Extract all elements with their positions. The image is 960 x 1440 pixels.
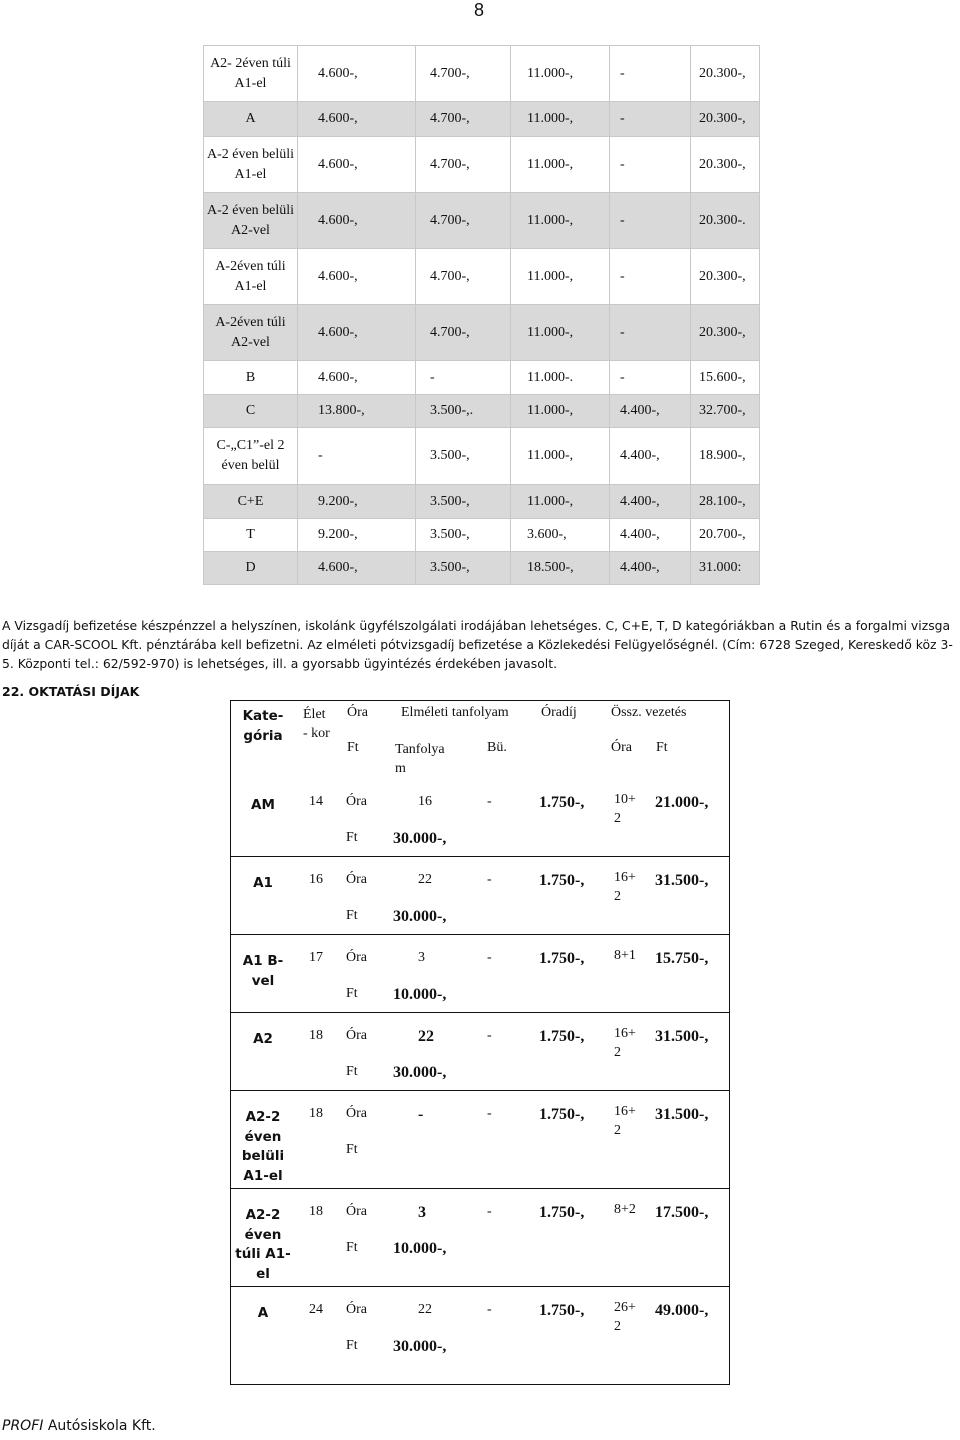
course-theory-fee: 30.000-, — [393, 908, 447, 925]
course-category: A — [257, 1305, 269, 1321]
fee-value: 9.200-, — [298, 485, 416, 519]
course-fee-table — [230, 700, 730, 1385]
fee-value: 4.600-, — [298, 249, 416, 305]
fee-row — [204, 102, 760, 137]
fee-row — [204, 361, 760, 395]
course-category: A2-2 éven túli A1-el — [235, 1207, 291, 1282]
row-divider — [231, 856, 729, 857]
fee-category: A — [204, 102, 298, 137]
fee-value: 4.700-, — [416, 193, 511, 249]
course-age: 18 — [309, 1028, 323, 1043]
fee-category: C — [204, 395, 298, 428]
course-ft-label: Ft — [346, 830, 358, 845]
course-driving-hours: 10+ 2 — [614, 792, 636, 826]
course-theory-hours: 22 — [418, 1302, 432, 1317]
course-theory-hours: 22 — [418, 872, 432, 887]
fee-value: 4.400-, — [610, 552, 691, 585]
fee-value: 20.300-. — [691, 193, 760, 249]
fee-category: C+E — [204, 485, 298, 519]
course-ft-label: Ft — [346, 986, 358, 1001]
course-driving-hours: 8+2 — [614, 1202, 636, 1217]
course-hourly-fee: 1.750-, — [539, 950, 585, 967]
course-theory-fee: 10.000-, — [393, 1240, 447, 1257]
fee-value: 20.300-, — [691, 46, 760, 102]
fee-value: 4.400-, — [610, 395, 691, 428]
fee-row — [204, 193, 760, 249]
header-ossz-ft: Ft — [656, 740, 668, 755]
footer-brand: PROFI — [2, 1418, 44, 1434]
payment-notice: A Vizsgadíj befizetése készpénzzel a helyszínen, iskolánk ügyfélszolgálati irodájában lehetséges. C, C+E, T, D kategóriákban a Rutin és a forgalmi vizsga díját a CAR-SCOOL Kft. pénztárába kell befizetni. Az elméleti pótvizsgadíj befizetése a Közlekedési Felügyelőségnél. (Cím: 6728 Szeged, Kereskedő köz 3-5. Központi tel.: 62/592-970) is lehetséges, ill. a gyorsabb ügyintézés érdekében javasolt. — [2, 618, 953, 671]
fee-value: 11.000-, — [511, 46, 610, 102]
fee-row — [204, 305, 760, 361]
row-divider — [231, 1188, 729, 1189]
course-ora-label: Óra — [346, 950, 367, 965]
header-ossz-ora: Óra — [611, 740, 632, 755]
course-category: A1 — [253, 875, 273, 891]
page-number: 8 — [474, 0, 485, 20]
course-driving-hours: 16+ 2 — [614, 870, 636, 904]
fee-value: 11.000-, — [511, 428, 610, 485]
fee-value: 20.300-, — [691, 102, 760, 137]
fee-category: C-„C1”-el 2 éven belül — [204, 428, 298, 485]
header-oradij: Óradíj — [541, 705, 577, 720]
fee-value: 11.000-, — [511, 485, 610, 519]
course-bu: - — [487, 1302, 492, 1317]
header-kategoria: Kate-gória — [242, 708, 284, 744]
fee-value: - — [610, 305, 691, 361]
fee-value: 4.600-, — [298, 102, 416, 137]
course-ft-label: Ft — [346, 1142, 358, 1157]
course-theory-hours: 16 — [418, 794, 432, 809]
course-category: A2 — [253, 1031, 273, 1047]
course-ora-label: Óra — [346, 1106, 367, 1121]
course-age: 24 — [309, 1302, 323, 1317]
fee-value: 4.700-, — [416, 102, 511, 137]
course-driving-total: 21.000-, — [655, 794, 709, 811]
fee-category: A-2éven túli A2-vel — [204, 305, 298, 361]
fee-value: 3.500-,. — [416, 395, 511, 428]
fee-value: 11.000-. — [511, 361, 610, 395]
course-hourly-fee: 1.750-, — [539, 1028, 585, 1045]
course-bu: - — [487, 1106, 492, 1121]
fee-value: 32.700-, — [691, 395, 760, 428]
header-ft: Ft — [347, 740, 359, 755]
course-ft-label: Ft — [346, 1240, 358, 1255]
fee-value: 31.000: — [691, 552, 760, 585]
fee-row — [204, 46, 760, 102]
fee-value: 11.000-, — [511, 249, 610, 305]
course-hourly-fee: 1.750-, — [539, 794, 585, 811]
fee-value: 4.700-, — [416, 305, 511, 361]
fee-category: A-2éven túli A1-el — [204, 249, 298, 305]
row-divider — [231, 1286, 729, 1287]
fee-value: 4.400-, — [610, 519, 691, 552]
fee-value: 4.700-, — [416, 46, 511, 102]
fee-value: - — [610, 46, 691, 102]
fee-row — [204, 395, 760, 428]
fee-value: 11.000-, — [511, 305, 610, 361]
course-hourly-fee: 1.750-, — [539, 872, 585, 889]
course-age: 18 — [309, 1204, 323, 1219]
course-driving-total: 31.500-, — [655, 1028, 709, 1045]
fee-row — [204, 519, 760, 552]
course-driving-total: 15.750-, — [655, 950, 709, 967]
fee-value: 20.300-, — [691, 305, 760, 361]
course-ft-label: Ft — [346, 908, 358, 923]
course-driving-hours: 16+ 2 — [614, 1104, 636, 1138]
fee-row — [204, 485, 760, 519]
section-title: 22. OKTATÁSI DÍJAK — [2, 684, 140, 699]
fee-value: - — [610, 137, 691, 193]
header-elmeleti: Elméleti tanfolyam — [401, 705, 509, 720]
fee-row — [204, 249, 760, 305]
course-ora-label: Óra — [346, 1204, 367, 1219]
course-bu: - — [487, 794, 492, 809]
course-ora-label: Óra — [346, 872, 367, 887]
course-driving-hours: 16+ 2 — [614, 1026, 636, 1060]
fee-value: 4.600-, — [298, 137, 416, 193]
course-bu: - — [487, 872, 492, 887]
course-bu: - — [487, 1028, 492, 1043]
row-divider — [231, 1012, 729, 1013]
course-category: A2-2 éven belüli A1-el — [241, 1109, 285, 1184]
fee-value: - — [298, 428, 416, 485]
course-age: 17 — [309, 950, 323, 965]
fee-category: A2- 2éven túli A1-el — [204, 46, 298, 102]
fee-value: 4.700-, — [416, 249, 511, 305]
fee-value: 4.600-, — [298, 552, 416, 585]
fee-value: 11.000-, — [511, 193, 610, 249]
footer — [2, 1418, 156, 1434]
course-theory-hours: 3 — [418, 950, 425, 965]
fee-value: 18.900-, — [691, 428, 760, 485]
fee-category: A-2 éven belüli A2-vel — [204, 193, 298, 249]
course-driving-total: 49.000-, — [655, 1302, 709, 1319]
course-theory-hours: 22 — [418, 1028, 434, 1045]
fee-value: 3.500-, — [416, 428, 511, 485]
course-driving-hours: 26+ 2 — [614, 1300, 636, 1334]
fee-value: 11.000-, — [511, 137, 610, 193]
fee-category: B — [204, 361, 298, 395]
fee-value: 4.600-, — [298, 193, 416, 249]
course-category: AM — [251, 797, 275, 813]
course-ft-label: Ft — [346, 1064, 358, 1079]
fee-value: 3.500-, — [416, 519, 511, 552]
header-ora: Óra — [347, 705, 368, 720]
course-hourly-fee: 1.750-, — [539, 1106, 585, 1123]
header-bu: Bü. — [487, 740, 507, 755]
footer-company: Autósiskola Kft. — [43, 1418, 156, 1434]
fee-value: - — [610, 361, 691, 395]
fee-value: 13.800-, — [298, 395, 416, 428]
course-ft-label: Ft — [346, 1338, 358, 1353]
fee-value: - — [610, 102, 691, 137]
course-ora-label: Óra — [346, 794, 367, 809]
fee-value: 20.300-, — [691, 137, 760, 193]
course-theory-hours: 3 — [418, 1204, 426, 1221]
course-ora-label: Óra — [346, 1028, 367, 1043]
fee-value: - — [416, 361, 511, 395]
course-driving-total: 17.500-, — [655, 1204, 709, 1221]
course-category: A1 B-vel — [242, 953, 284, 989]
header-ossz: Össz. vezetés — [611, 705, 687, 720]
fee-value: - — [610, 193, 691, 249]
course-theory-hours: - — [418, 1106, 424, 1123]
fee-row — [204, 428, 760, 485]
course-hourly-fee: 1.750-, — [539, 1302, 585, 1319]
row-divider — [231, 934, 729, 935]
row-divider — [231, 1090, 729, 1091]
course-age: 18 — [309, 1106, 323, 1121]
course-theory-fee: 30.000-, — [393, 1064, 447, 1081]
course-theory-fee: 30.000-, — [393, 1338, 447, 1355]
fee-value: 28.100-, — [691, 485, 760, 519]
course-driving-total: 31.500-, — [655, 1106, 709, 1123]
course-theory-fee: 10.000-, — [393, 986, 447, 1003]
fee-category: T — [204, 519, 298, 552]
course-bu: - — [487, 950, 492, 965]
header-eletkor: Élet - kor — [303, 707, 330, 741]
course-driving-hours: 8+1 — [614, 948, 636, 963]
fee-value: 20.300-, — [691, 249, 760, 305]
fee-value: 4.600-, — [298, 305, 416, 361]
header-tanfolyam: Tanfolya m — [395, 742, 445, 776]
fee-value: 4.700-, — [416, 137, 511, 193]
fee-value: 4.400-, — [610, 485, 691, 519]
fee-row — [204, 137, 760, 193]
fee-value: 3.500-, — [416, 552, 511, 585]
fee-value: 3.500-, — [416, 485, 511, 519]
fee-value: 20.700-, — [691, 519, 760, 552]
fee-value: 4.600-, — [298, 361, 416, 395]
fee-value: - — [610, 249, 691, 305]
fee-category: D — [204, 552, 298, 585]
fee-value: 4.600-, — [298, 46, 416, 102]
course-theory-fee: 30.000-, — [393, 830, 447, 847]
course-age: 16 — [309, 872, 323, 887]
fee-value: 11.000-, — [511, 395, 610, 428]
fee-value: 15.600-, — [691, 361, 760, 395]
fee-value: 18.500-, — [511, 552, 610, 585]
course-hourly-fee: 1.750-, — [539, 1204, 585, 1221]
course-driving-total: 31.500-, — [655, 872, 709, 889]
course-bu: - — [487, 1204, 492, 1219]
fee-value: 11.000-, — [511, 102, 610, 137]
fee-value: 9.200-, — [298, 519, 416, 552]
exam-fee-table — [203, 45, 760, 585]
fee-category: A-2 éven belüli A1-el — [204, 137, 298, 193]
course-ora-label: Óra — [346, 1302, 367, 1317]
course-age: 14 — [309, 794, 323, 809]
fee-row — [204, 552, 760, 585]
fee-value: 4.400-, — [610, 428, 691, 485]
fee-value: 3.600-, — [511, 519, 610, 552]
